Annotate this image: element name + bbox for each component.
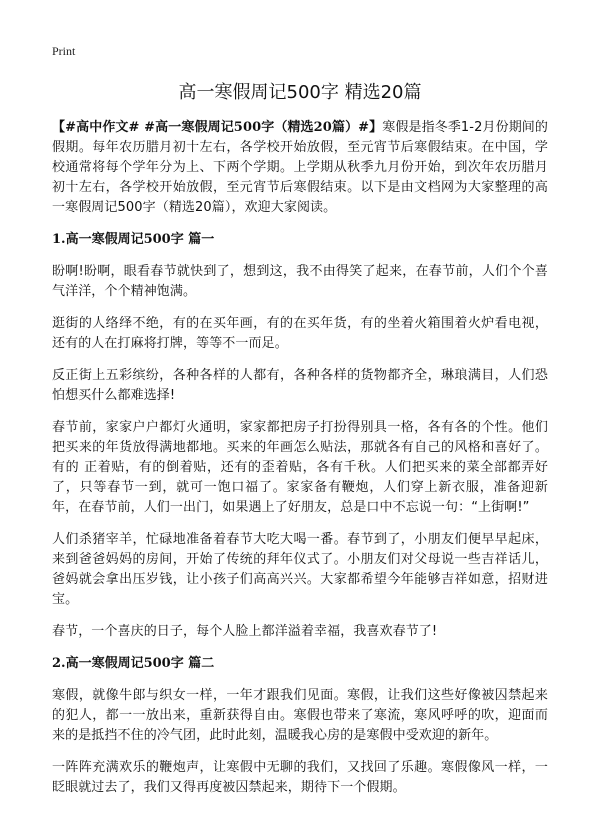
section-1-paragraph: 反正街上五彩缤纷，各种各样的人都有，各种各样的货物都齐全，琳琅满目，人们恐怕想买什么都难选择! bbox=[52, 368, 548, 403]
section-1-paragraph: 盼啊!盼啊，眼看春节就快到了，想到这，我不由得笑了起来，在春节前，人们个个喜气洋洋，个个精神饱满。 bbox=[52, 264, 548, 299]
print-link[interactable]: Print bbox=[52, 44, 76, 58]
section-1-paragraph: 春节前，家家户户都灯火通明，家家都把房子打扮得别具一格，各有各的个性。他们把买来的年货放得满地都地。买来的年画怎么贴法，那就各有自己的风格和喜好了。有的 正着贴，有的倒着贴，还有的歪着贴，各有千秋。人们把买来的菜全部都弄好了，只等春节一到，就可一饱口福了。家家备有鞭炮，人们穿上新衣服，准备迎新年，在春节前，人们一出门，如果遇上了好朋友，总是口中不忘说一句：“上街啊!” bbox=[52, 420, 548, 515]
intro-paragraph bbox=[52, 118, 548, 218]
section-1-paragraph: 人们杀猪宰羊，忙碌地准备着春节大吃大喝一番。春节到了，小朋友们便早早起床，来到爸爸妈妈的房间，开始了传统的拜年仪式了。小朋友们对父母说一些吉祥话儿，爸妈就会拿出压岁钱，让小孩子们高高兴兴。大家都希望今年能够吉祥如意，招财进宝。 bbox=[52, 532, 548, 607]
section-2-paragraph: 一阵阵充满欢乐的鞭炮声，让寒假中无聊的我们，又找回了乐趣。寒假像风一样，一眨眼就过去了，我们又得再度被囚禁起来，期待下一个假期。 bbox=[52, 760, 548, 795]
article-body bbox=[52, 118, 548, 810]
section-heading-1: 1.高一寒假周记500字 篇一 bbox=[52, 232, 215, 247]
intro-tags[interactable]: 【#高中作文# #高一寒假周记500字（精选20篇）#】 bbox=[52, 120, 383, 135]
section-heading-2: 2.高一寒假周记500字 篇二 bbox=[52, 656, 215, 671]
page-title: 高一寒假周记500字 精选20篇 bbox=[178, 82, 422, 103]
intro-text: 寒假是指冬季1-2月份期间的假期。每年农历腊月初十左右，各学校开始放假，至元宵节后寒假结束。在中国，学校通常将每个学年分为上、下两个学期。上学期从秋季九月份开始，到次年农历腊月初十左右，各学校开始放假，至元宵节后寒假结束。以下是由文档网为大家整理的高一寒假周记500字（精选20篇），欢迎大家阅读。 bbox=[52, 120, 549, 215]
section-1-paragraph: 逛街的人络绎不绝，有的在买年画，有的在买年货，有的坐着火箱围着火炉看电视，还有的人在打麻将打牌，等等不一而足。 bbox=[52, 316, 548, 351]
section-1-paragraph: 春节，一个喜庆的日子，每个人脸上都洋溢着幸福，我喜欢春节了! bbox=[52, 624, 438, 639]
section-2-paragraph: 寒假，就像牛郎与织女一样，一年才跟我们见面。寒假，让我们这些好像被囚禁起来的犯人，都一一放出来，重新获得自由。寒假也带来了寒流，寒风呼呼的吹，迎面而来的是抵挡不住的冷气团，此时此刻，温暖我心房的是寒假中受欢迎的新年。 bbox=[52, 688, 548, 743]
